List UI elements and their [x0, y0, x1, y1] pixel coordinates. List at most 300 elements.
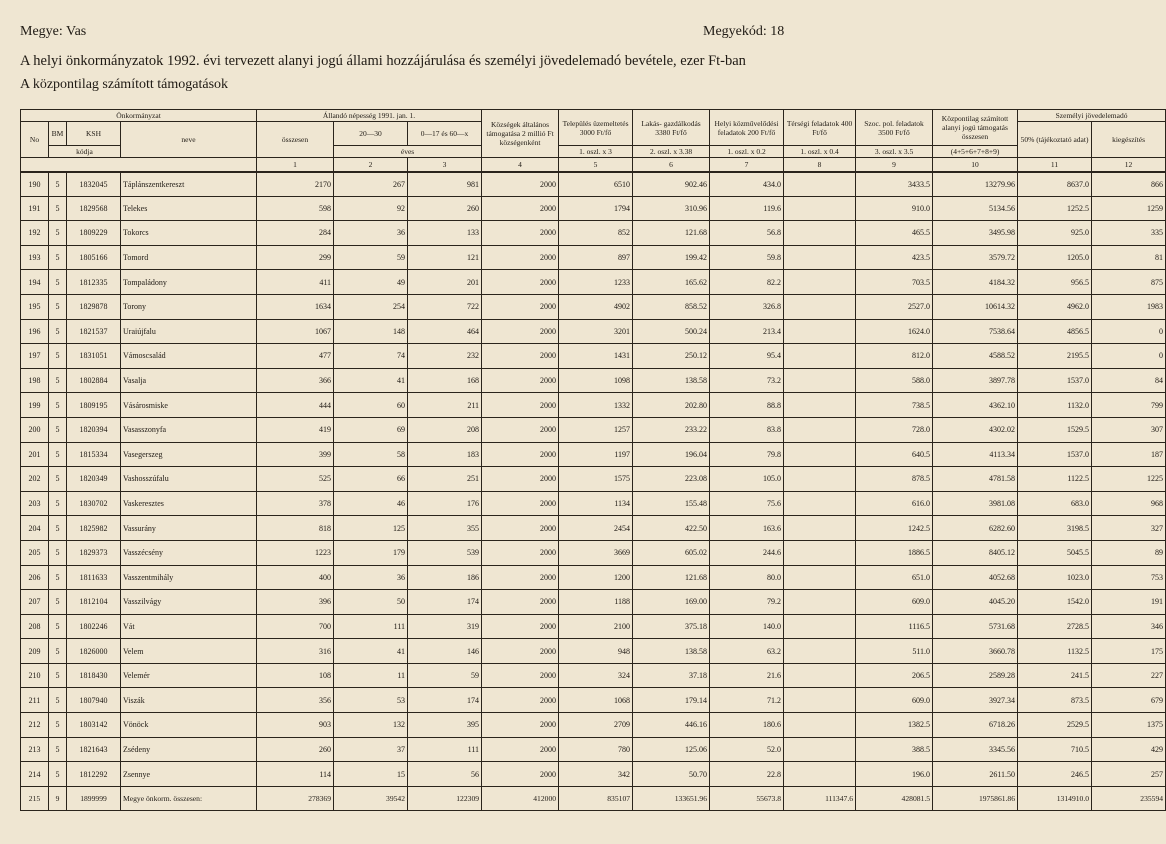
general-support: 2000	[482, 565, 559, 590]
municipality-name: Vasegerszeg	[121, 442, 257, 467]
income-tax-50pct: 1132.0	[1018, 393, 1092, 418]
municipality-name: Tomord	[121, 245, 257, 270]
ksh-code: 1829568	[67, 196, 121, 221]
population-0-17-60-plus: 56	[408, 762, 482, 787]
population-20-30: 46	[334, 491, 408, 516]
population-total: 378	[257, 491, 334, 516]
bm-code: 5	[49, 516, 67, 541]
colnum: 1	[257, 158, 334, 172]
income-tax-50pct: 2728.5	[1018, 614, 1092, 639]
income-tax-50pct: 4962.0	[1018, 294, 1092, 319]
population-total: 366	[257, 368, 334, 393]
regional-tasks	[784, 540, 856, 565]
document-subtitle: A központilag számított támogatások	[20, 77, 229, 92]
population-total: 108	[257, 663, 334, 688]
colnum: 5	[559, 158, 633, 172]
ksh-code: 1812335	[67, 270, 121, 295]
income-tax-50pct: 925.0	[1018, 221, 1092, 246]
population-total: 419	[257, 417, 334, 442]
central-support-total: 4362.10	[933, 393, 1018, 418]
table-row	[21, 270, 1166, 295]
income-tax-50pct: 1252.5	[1018, 196, 1092, 221]
population-20-30: 37	[334, 737, 408, 762]
population-0-17-60-plus: 539	[408, 540, 482, 565]
row-number: 207	[21, 590, 49, 615]
housing-management: 50.70	[633, 762, 710, 787]
bm-code: 5	[49, 319, 67, 344]
table-row	[21, 540, 1166, 565]
header-age-0-17: 0—17 és 60—x	[408, 122, 482, 146]
social-policy: 812.0	[856, 344, 933, 369]
population-total: 2170	[257, 172, 334, 197]
income-tax-supplement: 335	[1092, 221, 1166, 246]
income-tax-50pct: 241.5	[1018, 663, 1092, 688]
settlement-operation: 3201	[559, 319, 633, 344]
ksh-code: 1825982	[67, 516, 121, 541]
central-support-total: 5731.68	[933, 614, 1018, 639]
table-row	[21, 786, 1166, 811]
population-total: 444	[257, 393, 334, 418]
population-total: 1067	[257, 319, 334, 344]
social-policy: 910.0	[856, 196, 933, 221]
municipality-name: Vásárosmiske	[121, 393, 257, 418]
ksh-code: 1829373	[67, 540, 121, 565]
colnum: 6	[633, 158, 710, 172]
population-total: 1223	[257, 540, 334, 565]
income-tax-supplement: 235594	[1092, 786, 1166, 811]
population-total: 525	[257, 467, 334, 492]
settlement-operation: 1068	[559, 688, 633, 713]
population-0-17-60-plus: 208	[408, 417, 482, 442]
settlement-operation: 342	[559, 762, 633, 787]
bm-code: 5	[49, 639, 67, 664]
table-row	[21, 368, 1166, 393]
population-total: 260	[257, 737, 334, 762]
bm-code: 5	[49, 417, 67, 442]
local-culture: 56.8	[710, 221, 784, 246]
row-number: 196	[21, 319, 49, 344]
local-culture: 75.6	[710, 491, 784, 516]
table-row	[21, 565, 1166, 590]
regional-tasks	[784, 344, 856, 369]
income-tax-supplement: 84	[1092, 368, 1166, 393]
social-policy: 1624.0	[856, 319, 933, 344]
municipality-name: Vámoscsalád	[121, 344, 257, 369]
local-culture: 434.0	[710, 172, 784, 197]
local-culture: 244.6	[710, 540, 784, 565]
regional-tasks	[784, 516, 856, 541]
regional-tasks	[784, 491, 856, 516]
table-row	[21, 245, 1166, 270]
local-culture: 80.0	[710, 565, 784, 590]
general-support: 2000	[482, 442, 559, 467]
bm-code: 5	[49, 442, 67, 467]
social-policy: 388.5	[856, 737, 933, 762]
settlement-operation: 1794	[559, 196, 633, 221]
social-policy: 2527.0	[856, 294, 933, 319]
document-title: A helyi önkormányzatok 1992. évi tervezett alanyi jogú állami hozzájárulása és személyi jövedelemadó bevétele, ezer Ft-ban	[20, 53, 746, 69]
housing-management: 375.18	[633, 614, 710, 639]
settlement-operation: 1188	[559, 590, 633, 615]
income-tax-50pct: 4856.5	[1018, 319, 1092, 344]
municipality-name: Vasalja	[121, 368, 257, 393]
header-population: Állandó népesség 1991. jan. 1.	[257, 110, 482, 122]
income-tax-supplement: 0	[1092, 344, 1166, 369]
ksh-code: 1803142	[67, 713, 121, 738]
social-policy: 428081.5	[856, 786, 933, 811]
population-0-17-60-plus: 121	[408, 245, 482, 270]
social-policy: 206.5	[856, 663, 933, 688]
settlement-operation: 1098	[559, 368, 633, 393]
table-row	[21, 516, 1166, 541]
population-0-17-60-plus: 176	[408, 491, 482, 516]
local-culture: 79.8	[710, 442, 784, 467]
social-policy: 609.0	[856, 688, 933, 713]
income-tax-50pct: 1537.0	[1018, 368, 1092, 393]
population-0-17-60-plus: 186	[408, 565, 482, 590]
bm-code: 5	[49, 393, 67, 418]
table-row	[21, 442, 1166, 467]
income-tax-supplement: 307	[1092, 417, 1166, 442]
regional-tasks	[784, 393, 856, 418]
header-onkormanyzat: Önkormányzat	[21, 110, 257, 122]
ksh-code: 1821537	[67, 319, 121, 344]
table-row	[21, 639, 1166, 664]
bm-code: 5	[49, 245, 67, 270]
row-number: 197	[21, 344, 49, 369]
social-policy: 3433.5	[856, 172, 933, 197]
settlement-operation: 835107	[559, 786, 633, 811]
general-support: 2000	[482, 516, 559, 541]
general-support: 2000	[482, 196, 559, 221]
population-20-30: 179	[334, 540, 408, 565]
housing-management: 199.42	[633, 245, 710, 270]
housing-management: 196.04	[633, 442, 710, 467]
social-policy: 651.0	[856, 565, 933, 590]
population-total: 818	[257, 516, 334, 541]
bm-code: 9	[49, 786, 67, 811]
central-support-total: 3579.72	[933, 245, 1018, 270]
central-support-total: 3345.56	[933, 737, 1018, 762]
row-number: 211	[21, 688, 49, 713]
central-support-total: 8405.12	[933, 540, 1018, 565]
general-support: 2000	[482, 294, 559, 319]
header-col10: Központilag számított alanyi jogú támogatás összesen	[933, 110, 1018, 146]
income-tax-supplement: 866	[1092, 172, 1166, 197]
settlement-operation: 4902	[559, 294, 633, 319]
population-20-30: 58	[334, 442, 408, 467]
row-number: 191	[21, 196, 49, 221]
population-total: 411	[257, 270, 334, 295]
central-support-total: 6282.60	[933, 516, 1018, 541]
income-tax-supplement: 81	[1092, 245, 1166, 270]
population-20-30: 69	[334, 417, 408, 442]
income-tax-50pct: 873.5	[1018, 688, 1092, 713]
ksh-code: 1811633	[67, 565, 121, 590]
regional-tasks	[784, 368, 856, 393]
local-culture: 326.8	[710, 294, 784, 319]
bm-code: 5	[49, 172, 67, 197]
general-support: 2000	[482, 663, 559, 688]
table-row	[21, 713, 1166, 738]
local-culture: 140.0	[710, 614, 784, 639]
housing-management: 605.02	[633, 540, 710, 565]
settlement-operation: 2100	[559, 614, 633, 639]
colnum: 4	[482, 158, 559, 172]
income-tax-50pct: 1537.0	[1018, 442, 1092, 467]
population-total: 700	[257, 614, 334, 639]
local-culture: 82.2	[710, 270, 784, 295]
income-tax-supplement: 257	[1092, 762, 1166, 787]
social-policy: 703.5	[856, 270, 933, 295]
header-kodja: kódja	[49, 146, 121, 158]
population-20-30: 41	[334, 368, 408, 393]
table-row	[21, 294, 1166, 319]
ksh-code: 1818430	[67, 663, 121, 688]
population-total: 396	[257, 590, 334, 615]
municipality-name: Megye önkorm. összesen:	[121, 786, 257, 811]
header-col8-formula: 1. oszl. x 0.4	[784, 146, 856, 158]
bm-code: 5	[49, 540, 67, 565]
population-0-17-60-plus: 319	[408, 614, 482, 639]
table-row	[21, 319, 1166, 344]
ksh-code: 1809229	[67, 221, 121, 246]
income-tax-supplement: 753	[1092, 565, 1166, 590]
population-20-30: 41	[334, 639, 408, 664]
local-culture: 213.4	[710, 319, 784, 344]
general-support: 2000	[482, 393, 559, 418]
regional-tasks	[784, 245, 856, 270]
income-tax-50pct: 1529.5	[1018, 417, 1092, 442]
settlement-operation: 1332	[559, 393, 633, 418]
income-tax-supplement: 175	[1092, 639, 1166, 664]
header-col5: Település üzemeltetés 3000 Ft/fő	[559, 110, 633, 146]
income-tax-supplement: 227	[1092, 663, 1166, 688]
population-0-17-60-plus: 122309	[408, 786, 482, 811]
population-20-30: 59	[334, 245, 408, 270]
bm-code: 5	[49, 713, 67, 738]
social-policy: 878.5	[856, 467, 933, 492]
settlement-operation: 1575	[559, 467, 633, 492]
income-tax-50pct: 1132.5	[1018, 639, 1092, 664]
population-total: 278369	[257, 786, 334, 811]
income-tax-50pct: 710.5	[1018, 737, 1092, 762]
population-0-17-60-plus: 395	[408, 713, 482, 738]
housing-management: 858.52	[633, 294, 710, 319]
central-support-total: 4045.20	[933, 590, 1018, 615]
ksh-code: 1802246	[67, 614, 121, 639]
ksh-code: 1831051	[67, 344, 121, 369]
general-support: 2000	[482, 639, 559, 664]
population-0-17-60-plus: 232	[408, 344, 482, 369]
regional-tasks	[784, 467, 856, 492]
row-number: 195	[21, 294, 49, 319]
housing-management: 169.00	[633, 590, 710, 615]
regional-tasks	[784, 172, 856, 197]
ksh-code: 1821643	[67, 737, 121, 762]
central-support-total: 6718.26	[933, 713, 1018, 738]
social-policy: 728.0	[856, 417, 933, 442]
population-20-30: 36	[334, 565, 408, 590]
income-tax-supplement: 1225	[1092, 467, 1166, 492]
population-total: 299	[257, 245, 334, 270]
population-20-30: 39542	[334, 786, 408, 811]
housing-management: 422.50	[633, 516, 710, 541]
income-tax-50pct: 956.5	[1018, 270, 1092, 295]
table-row	[21, 663, 1166, 688]
settlement-operation: 948	[559, 639, 633, 664]
settlement-operation: 6510	[559, 172, 633, 197]
regional-tasks	[784, 221, 856, 246]
housing-management: 202.80	[633, 393, 710, 418]
header-col10-formula: (4+5+6+7+8+9)	[933, 146, 1018, 158]
social-policy: 616.0	[856, 491, 933, 516]
population-20-30: 66	[334, 467, 408, 492]
regional-tasks	[784, 442, 856, 467]
bm-code: 5	[49, 491, 67, 516]
central-support-total: 3495.98	[933, 221, 1018, 246]
ksh-code: 1832045	[67, 172, 121, 197]
header-col4: Községek általános támogatása 2 millió Ft községenként	[482, 110, 559, 158]
housing-management: 121.68	[633, 221, 710, 246]
row-number: 203	[21, 491, 49, 516]
settlement-operation: 2709	[559, 713, 633, 738]
regional-tasks	[784, 319, 856, 344]
municipality-name: Viszák	[121, 688, 257, 713]
population-total: 114	[257, 762, 334, 787]
regional-tasks	[784, 762, 856, 787]
housing-management: 138.58	[633, 368, 710, 393]
population-20-30: 111	[334, 614, 408, 639]
general-support: 2000	[482, 319, 559, 344]
housing-management: 155.48	[633, 491, 710, 516]
income-tax-supplement: 1375	[1092, 713, 1166, 738]
central-support-total: 4184.32	[933, 270, 1018, 295]
general-support: 2000	[482, 762, 559, 787]
bm-code: 5	[49, 221, 67, 246]
social-policy: 609.0	[856, 590, 933, 615]
regional-tasks	[784, 294, 856, 319]
municipality-name: Tompaládony	[121, 270, 257, 295]
municipality-name: Velemér	[121, 663, 257, 688]
ksh-code: 1899999	[67, 786, 121, 811]
local-culture: 119.6	[710, 196, 784, 221]
regional-tasks	[784, 270, 856, 295]
header-col6-formula: 2. oszl. x 3.38	[633, 146, 710, 158]
general-support: 2000	[482, 172, 559, 197]
colnum: 8	[784, 158, 856, 172]
table-row	[21, 762, 1166, 787]
income-tax-50pct: 1023.0	[1018, 565, 1092, 590]
municipality-name: Vát	[121, 614, 257, 639]
header-col7-formula: 1. oszl. x 0.2	[710, 146, 784, 158]
income-tax-50pct: 1542.0	[1018, 590, 1092, 615]
settlement-operation: 1431	[559, 344, 633, 369]
local-culture: 73.2	[710, 368, 784, 393]
population-0-17-60-plus: 183	[408, 442, 482, 467]
population-20-30: 254	[334, 294, 408, 319]
social-policy: 1116.5	[856, 614, 933, 639]
settlement-operation: 1257	[559, 417, 633, 442]
income-tax-50pct: 3198.5	[1018, 516, 1092, 541]
general-support: 2000	[482, 368, 559, 393]
regional-tasks	[784, 663, 856, 688]
central-support-total: 5134.56	[933, 196, 1018, 221]
income-tax-50pct: 246.5	[1018, 762, 1092, 787]
social-policy: 640.5	[856, 442, 933, 467]
row-number: 198	[21, 368, 49, 393]
population-20-30: 53	[334, 688, 408, 713]
municipality-name: Vassurány	[121, 516, 257, 541]
general-support: 2000	[482, 270, 559, 295]
population-total: 400	[257, 565, 334, 590]
population-20-30: 15	[334, 762, 408, 787]
county-label: Megye: Vas	[20, 24, 87, 39]
housing-management: 121.68	[633, 565, 710, 590]
population-total: 1634	[257, 294, 334, 319]
income-tax-supplement: 327	[1092, 516, 1166, 541]
local-culture: 22.8	[710, 762, 784, 787]
population-0-17-60-plus: 722	[408, 294, 482, 319]
municipality-name: Torony	[121, 294, 257, 319]
local-culture: 95.4	[710, 344, 784, 369]
ksh-code: 1829878	[67, 294, 121, 319]
row-number: 205	[21, 540, 49, 565]
general-support: 2000	[482, 590, 559, 615]
regional-tasks: 111347.6	[784, 786, 856, 811]
colnum: 12	[1092, 158, 1166, 172]
central-support-total: 4052.68	[933, 565, 1018, 590]
bm-code: 5	[49, 614, 67, 639]
housing-management: 310.96	[633, 196, 710, 221]
local-culture: 21.6	[710, 663, 784, 688]
population-total: 284	[257, 221, 334, 246]
income-tax-50pct: 8637.0	[1018, 172, 1092, 197]
bm-code: 5	[49, 663, 67, 688]
social-policy: 196.0	[856, 762, 933, 787]
social-policy: 423.5	[856, 245, 933, 270]
central-support-total: 1975861.86	[933, 786, 1018, 811]
header-col9-formula: 3. oszl. x 3.5	[856, 146, 933, 158]
municipality-name: Zsédeny	[121, 737, 257, 762]
header-colnum-row	[21, 158, 1166, 172]
central-support-total: 3927.34	[933, 688, 1018, 713]
colnum: 10	[933, 158, 1018, 172]
social-policy: 738.5	[856, 393, 933, 418]
central-support-total: 7538.64	[933, 319, 1018, 344]
bm-code: 5	[49, 368, 67, 393]
ksh-code: 1809195	[67, 393, 121, 418]
settlement-operation: 324	[559, 663, 633, 688]
housing-management: 500.24	[633, 319, 710, 344]
population-20-30: 49	[334, 270, 408, 295]
municipality-name: Vasszécsény	[121, 540, 257, 565]
settlement-operation: 852	[559, 221, 633, 246]
population-20-30: 50	[334, 590, 408, 615]
population-total: 356	[257, 688, 334, 713]
local-culture: 88.8	[710, 393, 784, 418]
municipality-name: Zsennye	[121, 762, 257, 787]
row-number: 192	[21, 221, 49, 246]
subsidy-table	[20, 109, 1166, 811]
ksh-code: 1820394	[67, 417, 121, 442]
central-support-total: 10614.32	[933, 294, 1018, 319]
ksh-code: 1812104	[67, 590, 121, 615]
header-osszesen: összesen	[257, 122, 334, 158]
bm-code: 5	[49, 467, 67, 492]
table-row	[21, 590, 1166, 615]
row-number: 212	[21, 713, 49, 738]
